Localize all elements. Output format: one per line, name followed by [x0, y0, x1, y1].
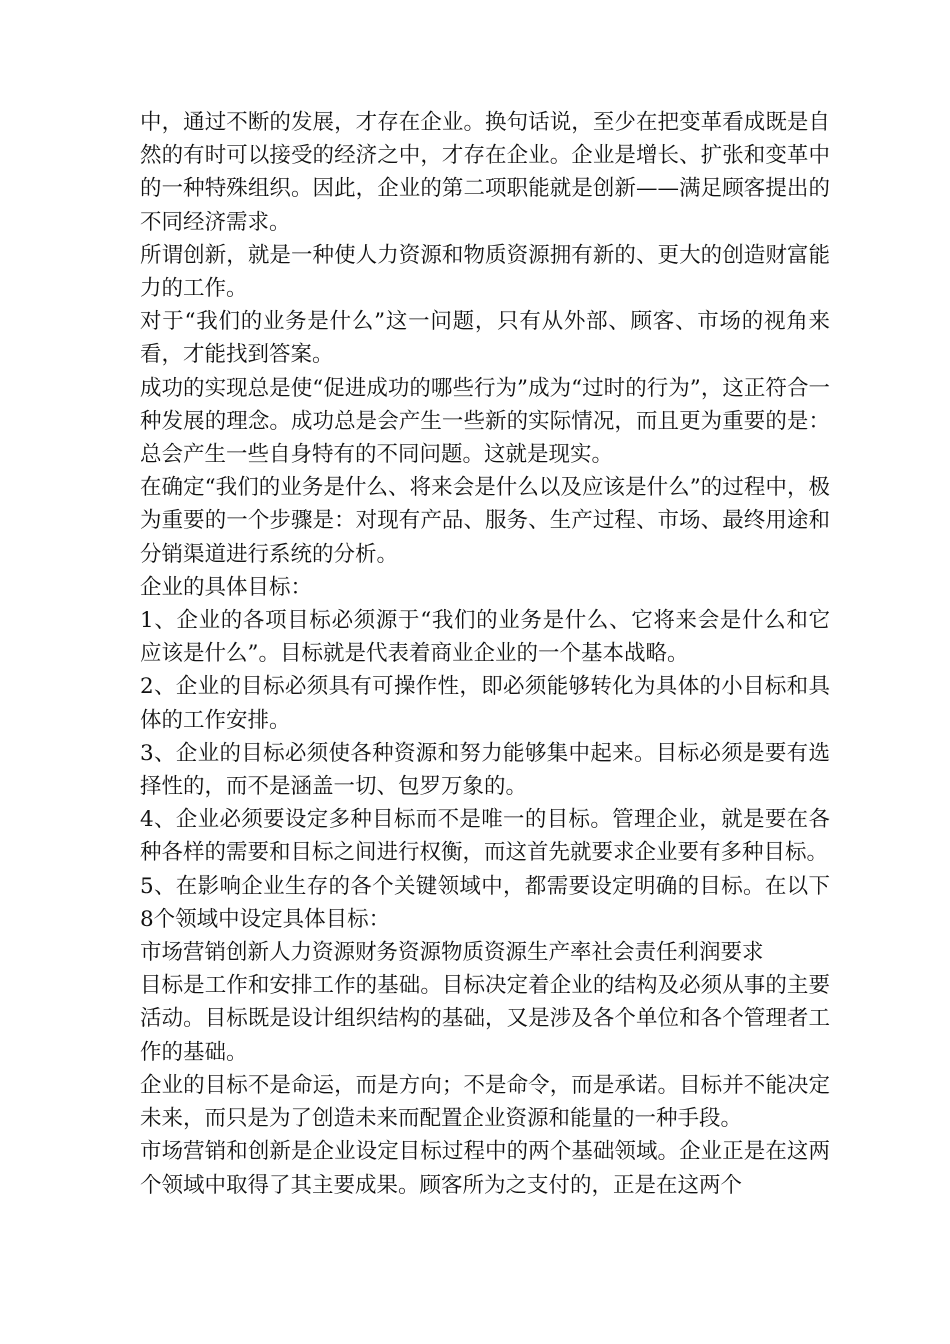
paragraph-goals-direction: 企业的目标不是命运，而是方向；不是命令，而是承诺。目标并不能决定未来，而只是为了创造未来而配置企业资源和能量的一种手段。: [140, 1072, 830, 1132]
paragraph-5: 在确定“我们的业务是什么、将来会是什么以及应该是什么”的过程中，极为重要的一个步骤是：对现有产品、服务、生产过程、市场、最终用途和分销渠道进行系统的分析。: [140, 475, 830, 567]
paragraph-marketing-innovation: 市场营销和创新是企业设定目标过程中的两个基础领域。企业正是在这两个领域中取得了其主要成果。顾客所为之支付的，正是在这两个: [140, 1139, 830, 1198]
document-body: [140, 106, 830, 1202]
paragraph-2: 所谓创新，就是一种使人力资源和物质资源拥有新的、更大的创造财富能力的工作。: [140, 242, 830, 302]
list-item-5: 5、在影响企业生存的各个关键领域中，都需要设定明确的目标。在以下8个领域中设定具体目标：: [140, 873, 830, 932]
paragraph-goals-basis: 目标是工作和安排工作的基础。目标决定着企业的结构及必须从事的主要活动。目标既是设计组织结构的基础，又是涉及各个单位和各个管理者工作的基础。: [140, 973, 830, 1065]
paragraph-3: 对于“我们的业务是什么”这一问题，只有从外部、顾客、市场的视角来看，才能找到答案。: [140, 309, 830, 368]
list-item-4: 4、企业必须要设定多种目标而不是唯一的目标。管理企业，就是要在各种各样的需要和目标之间进行权衡，而这首先就要求企业要有多种目标。: [140, 807, 830, 866]
section-heading-goals: 企业的具体目标：: [140, 574, 313, 600]
list-item-2: 2、企业的目标必须具有可操作性，即必须能够转化为具体的小目标和具体的工作安排。: [140, 674, 830, 733]
paragraph-4: 成功的实现总是使“促进成功的哪些行为”成为“过时的行为”，这正符合一种发展的理念。成功总是会产生一些新的实际情况，而且更为重要的是：总会产生一些自身特有的不同问题。这就是现实。: [140, 375, 830, 468]
paragraph-1: 中，通过不断的发展，才存在企业。换句话说，至少在把变革看成既是自然的有时可以接受的经济之中，才存在企业。企业是增长、扩张和变革中的一种特殊组织。因此，企业的第二项职能就是创新——满足顾客提出的不同经济需求。: [140, 110, 830, 235]
goal-areas-line: 市场营销创新人力资源财务资源物质资源生产率社会责任利润要求: [140, 940, 764, 966]
list-item-1: 1、企业的各项目标必须源于“我们的业务是什么、它将来会是什么和它应该是什么”。目标就是代表着商业企业的一个基本战略。: [140, 608, 830, 667]
list-item-3: 3、企业的目标必须使各种资源和努力能够集中起来。目标必须是要有选择性的，而不是涵盖一切、包罗万象的。: [140, 740, 830, 800]
